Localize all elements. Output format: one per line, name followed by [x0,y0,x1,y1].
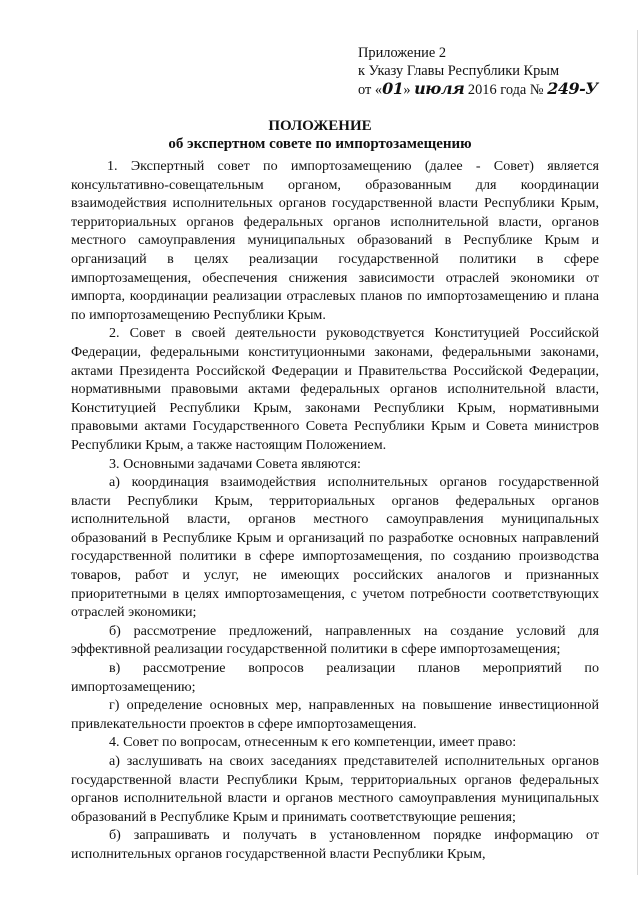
scan-edge-line [637,30,638,875]
appendix-decree-ref: к Указу Главы Республики Крым [358,63,560,79]
handwritten-month: июля [414,79,465,98]
document-body [71,157,599,864]
paragraph-3g: г) определение основных мер, направленных на повышение инвестиционной привлекательности проектов в сфере импортозамещения. [71,697,599,732]
appendix-title: Приложение 2 [358,45,447,61]
paragraph-4: 4. Совет по вопросам, отнесенным к его компетенции, имеет право: [109,734,517,751]
date-mid: » [403,82,411,98]
paragraph-3a: а) координация взаимодействия исполнительных органов государственной власти Республики Крым, территориальных органов федеральных органов исполнительной власти, органов местного самоуправления муниципальных образований в Республике Крым и организаций по разработке основных направлений государственной политики в сфере импортозамещения, по созданию производства товаров, работ и услуг, не имеющих российских аналогов и признанных приоритетными в целях импортозамещения, с учетом потребности соответствующих отраслей экономики; [71,474,599,621]
appendix-date-line [358,80,598,99]
document-subtitle: об экспертном совете по импортозамещению [168,136,472,152]
paragraph-3b: б) рассмотрение предложений, направленных на создание условий для эффективной реализации государственной политики в сфере импортозамещения; [71,622,599,658]
paragraph-1: 1. Экспертный совет по импортозамещению (далее - Совет) является консультативно-совещательным органом, образованным для координации взаимодействия исполнительных органов государственной власти Республики Крым, территориальных органов федеральных органов исполнительной власти, органов местного самоуправления муниципальных образований в Республике Крым и организаций в целях реализации государственной политики в сфере импортозамещения, обеспечения снижения зависимости отраслей экономики от импорта, координации реализации отраслевых планов по импортозамещению и плана по импортозамещению Республики Крым. [71,158,599,323]
paragraph-3v: в) рассмотрение вопросов реализации планов мероприятий по импортозамещению; [71,660,599,695]
date-prefix: от « [358,82,383,98]
paragraph-4b: б) запрашивать и получать в установленном порядке информацию от исполнительных органов государственной власти Республики Крым, [71,827,599,862]
appendix-header [358,44,598,99]
document-title: ПОЛОЖЕНИЕ [268,118,372,134]
handwritten-day: 01 [382,79,404,98]
paragraph-2: 2. Совет в своей деятельности руководствуется Конституцией Российской Федерации, федеральными конституционными законами, федеральными законами, актами Президента Российской Федерации и Правительства Российской Федерации, нормативными правовыми актами федеральных органов исполнительной власти, Конституцией Республики Крым, законами Республики Крым, нормативными правовыми актами Государственного Совета Республики Крым и Совета министров Республики Крым, а также настоящим Положением. [71,325,599,453]
paragraph-4a: а) заслушивать на своих заседаниях представителей исполнительных органов государственной власти Республики Крым, территориальных органов федеральных органов исполнительной власти и органов местного самоуправления муниципальных образований в Республике Крым и принимать соответствующие решения; [71,753,599,825]
paragraph-3: 3. Основными задачами Совета являются: [109,455,361,472]
date-year: 2016 года № [467,82,544,98]
handwritten-number: 249-У [547,79,598,98]
